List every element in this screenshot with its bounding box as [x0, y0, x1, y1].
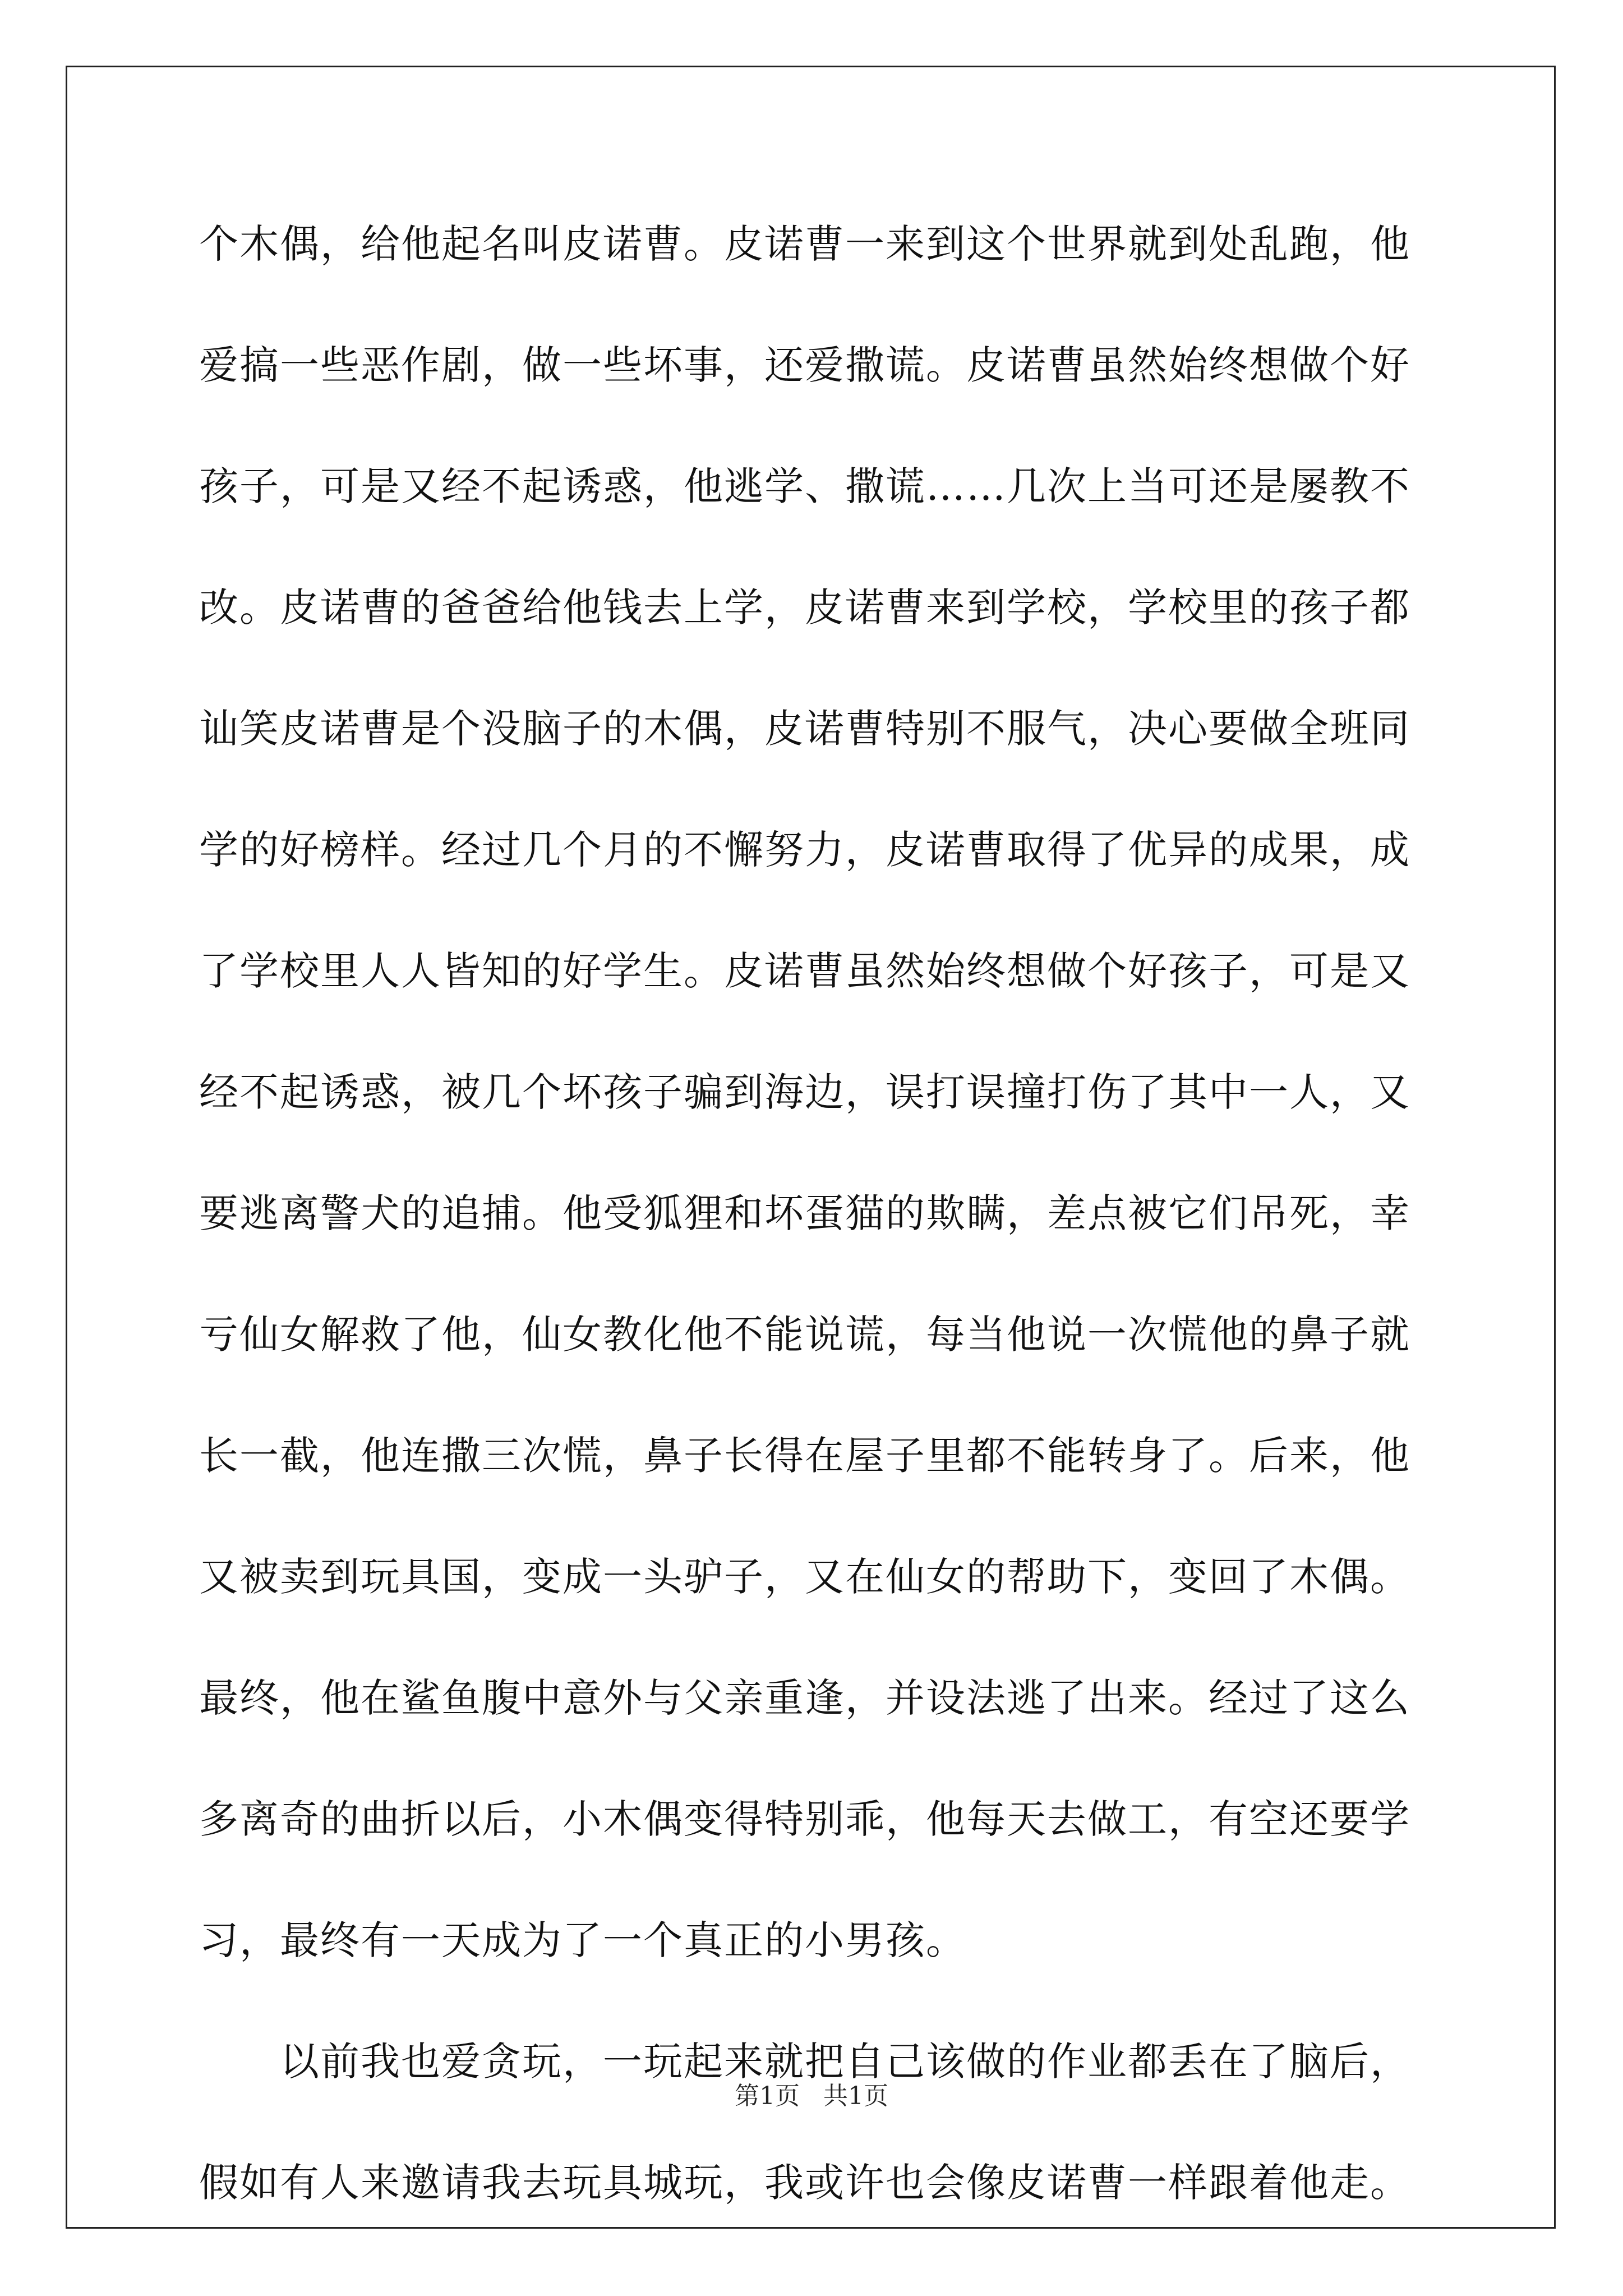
- text-line: 爱搞一些恶作剧，做一些坏事，还爱撒谎。皮诺曹虽然始终想做个好: [199, 342, 1410, 388]
- text-line: 了学校里人人皆知的好学生。皮诺曹虽然始终想做个好孩子，可是又: [199, 948, 1410, 994]
- text-line: 经不起诱惑，被几个坏孩子骗到海边，误打误撞打伤了其中一人，又: [199, 1069, 1410, 1115]
- text-line: 又被卖到玩具国，变成一头驴子，又在仙女的帮助下，变回了木偶。: [199, 1554, 1410, 1600]
- text-line: 习，最终有一天成为了一个真正的小男孩。: [199, 1917, 966, 1963]
- text-line: 假如有人来邀请我去玩具城玩，我或许也会像皮诺曹一样跟着他走。: [199, 2160, 1410, 2206]
- text-line: 改。皮诺曹的爸爸给他钱去上学，皮诺曹来到学校，学校里的孩子都: [199, 585, 1410, 631]
- text-line: 讪笑皮诺曹是个没脑子的木偶，皮诺曹特别不服气，决心要做全班同: [199, 706, 1410, 752]
- text-line: 长一截，他连撒三次慌，鼻子长得在屋子里都不能转身了。后来，他: [199, 1433, 1410, 1479]
- text-line: 亏仙女解救了他，仙女教化他不能说谎，每当他说一次慌他的鼻子就: [199, 1312, 1410, 1358]
- text-line: 孩子，可是又经不起诱惑，他逃学、撒谎……几次上当可还是屡教不: [199, 463, 1410, 509]
- page-number: 第1页: [735, 2082, 800, 2110]
- document-body: [199, 213, 1427, 2273]
- text-line: 多离奇的曲折以后，小木偶变得特别乖，他每天去做工，有空还要学: [199, 1796, 1410, 1842]
- page-footer: [0, 2076, 1623, 2111]
- text-line: 个木偶，给他起名叫皮诺曹。皮诺曹一来到这个世界就到处乱跑，他: [199, 221, 1410, 267]
- page-total: 共1页: [823, 2082, 888, 2110]
- text-line: 学的好榜样。经过几个月的不懈努力，皮诺曹取得了优异的成果，成: [199, 827, 1410, 873]
- text-line: 以前我也爱贪玩，一玩起来就把自己该做的作业都丢在了脑后，: [199, 2039, 1410, 2085]
- text-line: 最终，他在鲨鱼腹中意外与父亲重逢，并设法逃了出来。经过了这么: [199, 1675, 1410, 1721]
- text-line: 要逃离警犬的追捕。他受狐狸和坏蛋猫的欺瞒，差点被它们吊死，幸: [199, 1190, 1410, 1236]
